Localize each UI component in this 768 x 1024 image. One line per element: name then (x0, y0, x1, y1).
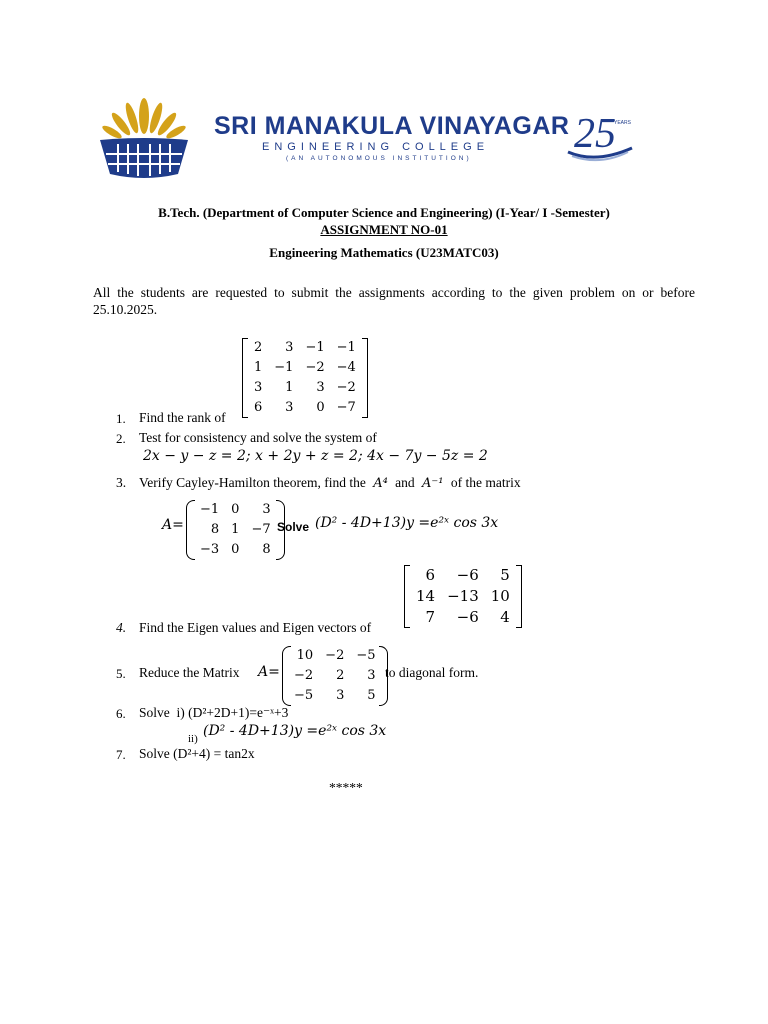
matrix-row (288, 686, 382, 706)
matrix-cell: −5 (294, 688, 314, 703)
q2-equations: 2x − y − z = 2; x + 2y + z = 2; 4x − 7y − 5z = 2 (143, 448, 488, 464)
college-tagline: (AN AUTONOMOUS INSTITUTION) (286, 155, 472, 162)
q3-differential-equation: (D² - 4D+13)y =e²ˣ cos 3x (315, 515, 499, 531)
q5-matrix-lhs: A= (258, 664, 280, 680)
matrix-row (288, 666, 382, 686)
matrix-cell: −1 (200, 502, 220, 517)
matrix-cell: 10 (296, 648, 314, 663)
matrix-cell: 0 (231, 542, 240, 557)
anniversary-badge (566, 112, 634, 164)
q2-number: 2. (116, 431, 126, 446)
matrix-cell: 10 (490, 587, 510, 605)
matrix-cell: −4 (336, 360, 356, 375)
college-name: SRI MANAKULA VINAYAGAR (214, 112, 570, 140)
matrix-cell: 0 (316, 400, 325, 415)
lotus-emblem-icon (96, 96, 192, 180)
subject-title: Engineering Mathematics (U23MATC03) (269, 245, 499, 260)
q7-text: Solve (D²+4) = tan2x (139, 746, 255, 761)
q5-matrix-grid (288, 646, 382, 706)
matrix-cell: 14 (416, 587, 436, 605)
matrix-row (248, 378, 362, 398)
q4-text: Find the Eigen values and Eigen vectors of (139, 620, 372, 635)
matrix-cell: 8 (262, 542, 271, 557)
q5-matrix (282, 646, 388, 706)
matrix-cell: −2 (336, 380, 356, 395)
matrix-cell: −3 (200, 542, 220, 557)
q3-number: 3. (116, 475, 127, 490)
matrix-row (410, 565, 516, 586)
matrix-row (248, 358, 362, 378)
matrix-cell: −13 (447, 587, 479, 605)
anniversary-years-label: YEARS (614, 120, 631, 126)
q6-part-i-row (139, 705, 288, 721)
q3-and: and (395, 475, 415, 490)
matrix-cell: −7 (336, 400, 356, 415)
matrix-cell: 6 (254, 400, 263, 415)
matrix-cell: 5 (367, 688, 376, 703)
matrix-cell: 2 (336, 668, 345, 683)
q5-number: 5. (116, 666, 126, 681)
q1-number: 1. (116, 411, 126, 426)
college-logo (96, 96, 192, 180)
q5-text-a: Reduce the Matrix (139, 665, 240, 680)
end-marker: ***** (329, 780, 363, 795)
q4-number: 4. (116, 620, 127, 635)
matrix-row (194, 520, 277, 540)
q3-matrix (186, 500, 285, 560)
matrix-row (194, 500, 277, 520)
matrix-cell: −6 (456, 608, 479, 626)
q3-matrix-grid (194, 500, 277, 560)
q1-matrix (242, 338, 368, 418)
matrix-row (410, 586, 516, 607)
matrix-cell: 1 (254, 360, 263, 375)
matrix-cell: −5 (356, 648, 376, 663)
matrix-cell: 8 (210, 522, 220, 537)
matrix-cell: −1 (305, 340, 325, 355)
matrix-cell: 3 (254, 380, 263, 395)
q2-text: Test for consistency and solve the system of (139, 430, 377, 445)
matrix-cell: −7 (251, 522, 271, 537)
matrix-row (194, 540, 277, 560)
q1-matrix-grid (248, 338, 362, 418)
college-subtitle: ENGINEERING COLLEGE (262, 141, 490, 153)
assignment-title-row (0, 222, 768, 238)
q6-part-ii-label: ii) (188, 733, 198, 745)
q3-matrix-lhs: A= (162, 517, 184, 533)
matrix-cell: −2 (325, 648, 345, 663)
matrix-cell: 7 (425, 608, 436, 626)
matrix-row (248, 338, 362, 358)
matrix-cell: 6 (425, 566, 436, 584)
matrix-cell: 3 (316, 380, 325, 395)
matrix-row (248, 398, 362, 418)
q4-matrix-grid (410, 565, 516, 628)
q3-text-row (139, 475, 521, 491)
matrix-cell: 4 (500, 608, 510, 626)
assignment-title: ASSIGNMENT NO-01 (320, 222, 448, 237)
anniversary-number: 25 (574, 111, 616, 157)
q3-solve-label: Solve (277, 520, 310, 534)
q6-part-i: i) (D²+2D+1)=e⁻ˣ+3 (176, 705, 289, 720)
matrix-cell: 1 (285, 380, 294, 395)
intro-paragraph: All the students are requested to submit the assignments according to the given problem on or before 25.10.2025. (93, 285, 695, 317)
q3-a-inverse: A⁻¹ (422, 476, 444, 491)
matrix-cell: 0 (231, 502, 240, 517)
matrix-cell: −1 (336, 340, 356, 355)
matrix-cell: −2 (305, 360, 325, 375)
course-heading: B.Tech. (Department of Computer Science and Engineering) (I-Year/ I -Semester) (158, 205, 610, 220)
q3-text-a: Verify Cayley-Hamilton theorem, find the (139, 475, 366, 490)
q3-a-power-4: A⁴ (373, 476, 388, 491)
q7-number: 7. (116, 747, 126, 762)
matrix-cell: −6 (456, 566, 479, 584)
q6-part-ii: (D² - 4D+13)y =e²ˣ cos 3x (203, 723, 387, 739)
matrix-cell: −2 (294, 668, 314, 683)
matrix-cell: 3 (367, 668, 376, 683)
matrix-cell: −1 (274, 360, 294, 375)
q6-number: 6. (116, 706, 126, 721)
q6-solve-label: Solve (139, 705, 170, 720)
matrix-cell: 3 (285, 400, 294, 415)
matrix-cell: 3 (336, 688, 345, 703)
q3-text-b: of the matrix (450, 475, 521, 490)
q5-text-b: to diagonal form. (385, 665, 479, 680)
matrix-cell: 3 (262, 502, 271, 517)
matrix-cell: 5 (500, 566, 510, 584)
q1-text: Find the rank of (139, 410, 226, 425)
matrix-row (288, 646, 382, 666)
matrix-cell: 3 (285, 340, 294, 355)
matrix-cell: 1 (231, 522, 240, 537)
q4-matrix (404, 565, 522, 628)
matrix-row (410, 607, 516, 628)
matrix-cell: 2 (254, 340, 263, 355)
